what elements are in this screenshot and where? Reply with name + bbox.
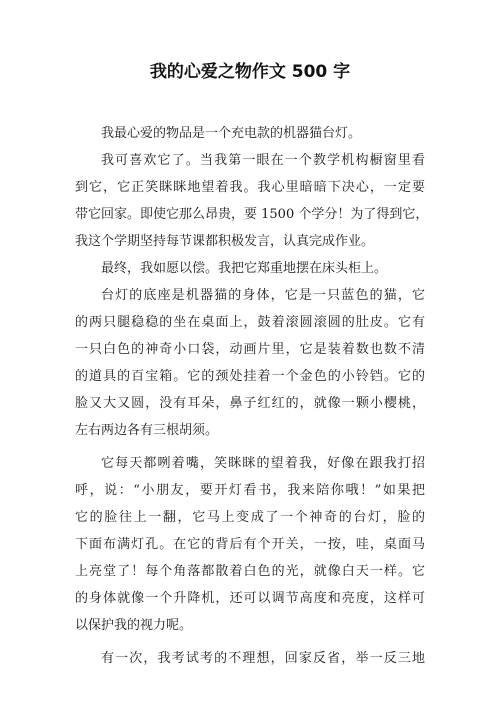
paragraph-5-line-1: 它每天都咧着嘴，笑眯眯的望着我，好像在跟我打招	[101, 456, 425, 471]
paragraph-4-line-5: 脸又大又圆，没有耳朵，鼻子红红的，就像一颗小樱桃，	[75, 396, 425, 411]
paragraph-2-line-3: 带它回家。即使它那么昂贵，要 1500 个学分！为了得到它，	[75, 207, 429, 222]
paragraph-4-line-4: 的道具的百宝箱。它的颈处挂着一个金色的小铃铛。它的	[75, 369, 425, 384]
paragraph-2-line-1: 我可喜欢它了。当我第一眼在一个教学机构橱窗里看	[101, 153, 425, 168]
paragraph-3-line-1: 最终，我如愿以偿。我把它郑重地摆在床头柜上。	[101, 261, 388, 276]
document-title: 我的心爱之物作文 500 字	[149, 62, 351, 82]
paragraph-5-line-4: 下面布满灯孔。在它的背后有个开关，一按，哇，桌面马	[75, 537, 425, 552]
paragraph-4-line-6: 左右两边各有三根胡须。	[75, 423, 219, 438]
paragraph-4-line-3: 一只白色的神奇小口袋，动画片里，它是装着数也数不清	[75, 342, 425, 357]
paragraph-4-line-1: 台灯的底座是机器猫的身体，它是一只蓝色的猫，它	[101, 288, 425, 303]
paragraph-2-line-2: 到它，它正笑眯眯地望着我。我心里暗暗下决心，一定要	[75, 180, 425, 195]
paragraph-5-line-3: 它的脸往上一翻，它马上变成了一个神奇的台灯，脸的	[75, 510, 425, 525]
paragraph-4-line-2: 的两只腿稳稳的坐在桌面上，鼓着滚圆滚圆的肚皮。它有	[75, 315, 425, 330]
paragraph-5-line-6: 的身体就像一个升降机，还可以调节高度和亮度，这样可	[75, 591, 425, 606]
document-body	[75, 120, 429, 672]
paragraph-1-line-1: 我最心爱的物品是一个充电款的机器猫台灯。	[101, 126, 362, 141]
paragraph-2-line-4: 我这个学期坚持每节课都积极发言，认真完成作业。	[75, 234, 375, 249]
paragraph-6-line-1: 有一次，我考试考的不理想，回家反省，举一反三地	[101, 651, 425, 666]
paragraph-5-line-5: 上亮堂了！每个角落都散着白色的光，就像白天一样。它	[75, 564, 425, 579]
paragraph-5-line-2: 呼，说：“小朋友，要开灯看书，我来陪你哦！”如果把	[75, 483, 425, 498]
paragraph-5-line-7: 以保护我的视力呢。	[75, 618, 193, 633]
